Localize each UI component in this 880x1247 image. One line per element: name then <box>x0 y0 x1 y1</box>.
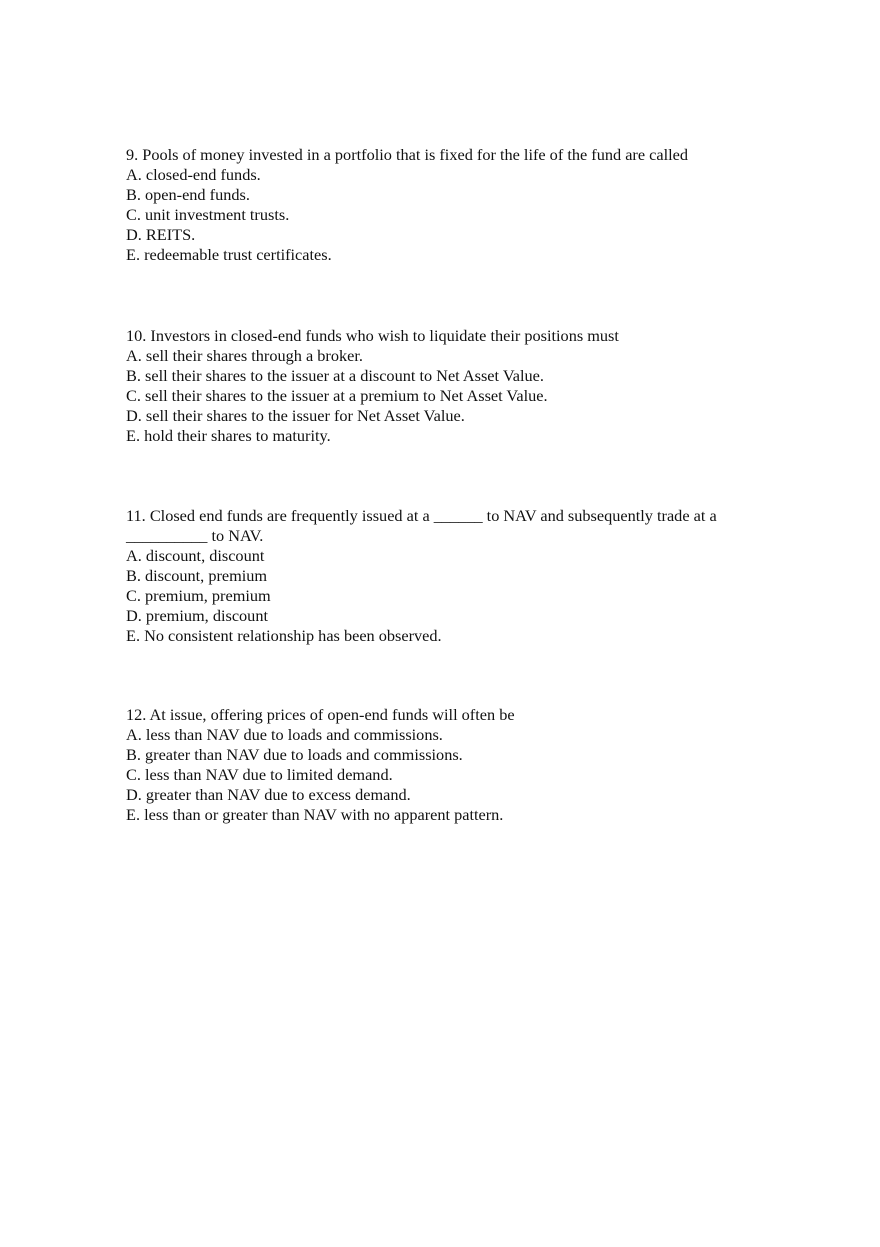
option-b: B. sell their shares to the issuer at a discount to Net Asset Value. <box>126 366 544 385</box>
option-a: A. discount, discount <box>126 546 265 565</box>
question-9 <box>126 145 766 265</box>
question-stem: 11. Closed end funds are frequently issued at a ______ to NAV and subsequently trade at a __________ to NAV. <box>126 506 717 545</box>
option-d: D. greater than NAV due to excess demand. <box>126 785 411 804</box>
option-e: E. hold their shares to maturity. <box>126 426 331 445</box>
question-10 <box>126 326 766 446</box>
option-e: E. No consistent relationship has been observed. <box>126 626 442 645</box>
option-e: E. less than or greater than NAV with no apparent pattern. <box>126 805 504 824</box>
question-stem: 12. At issue, offering prices of open-end funds will often be <box>126 705 515 724</box>
option-c: C. premium, premium <box>126 586 271 605</box>
option-d: D. premium, discount <box>126 606 268 625</box>
question-stem: 10. Investors in closed-end funds who wish to liquidate their positions must <box>126 326 619 345</box>
option-a: A. less than NAV due to loads and commissions. <box>126 725 443 744</box>
option-d: D. REITS. <box>126 225 196 244</box>
option-c: C. unit investment trusts. <box>126 205 290 224</box>
question-11 <box>126 506 766 646</box>
option-c: C. sell their shares to the issuer at a premium to Net Asset Value. <box>126 386 548 405</box>
option-b: B. greater than NAV due to loads and commissions. <box>126 745 463 764</box>
option-b: B. discount, premium <box>126 566 268 585</box>
option-a: A. closed-end funds. <box>126 165 261 184</box>
option-e: E. redeemable trust certificates. <box>126 245 332 264</box>
option-b: B. open-end funds. <box>126 185 250 204</box>
question-stem: 9. Pools of money invested in a portfolio that is fixed for the life of the fund are called <box>126 145 689 164</box>
question-12 <box>126 705 766 825</box>
option-d: D. sell their shares to the issuer for Net Asset Value. <box>126 406 465 425</box>
option-a: A. sell their shares through a broker. <box>126 346 363 365</box>
option-c: C. less than NAV due to limited demand. <box>126 765 393 784</box>
